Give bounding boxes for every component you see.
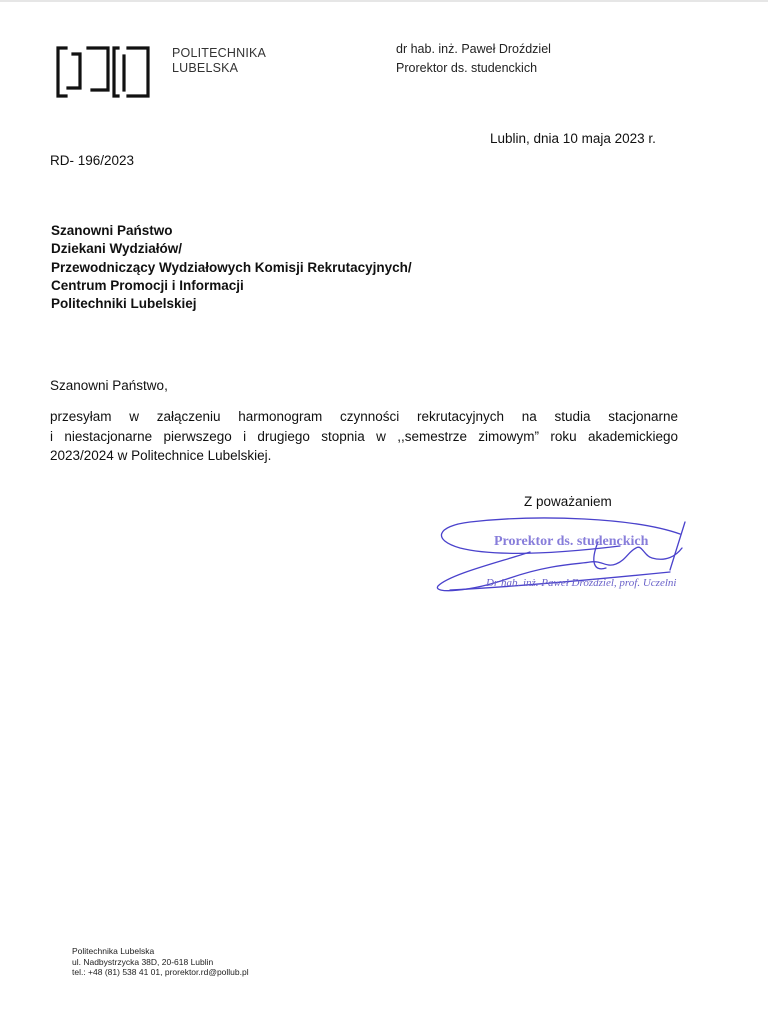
stamp-name: Dr hab. inż. Paweł Droździel, prof. Uczelni [486, 577, 677, 589]
reference-number: RD- 196/2023 [50, 153, 135, 168]
scan-edge-line [0, 0, 768, 2]
stamp-title: Prorektor ds. studenckich [494, 534, 649, 549]
closing-phrase: Z poważaniem [524, 494, 612, 509]
addressee-line: Przewodniczący Wydziałowych Komisji Rekrutacyjnych/ [51, 259, 412, 275]
footer-line: tel.: +48 (81) 538 41 01, prorektor.rd@pollub.pl [72, 967, 249, 977]
footer-contact [72, 946, 249, 978]
addressee-line: Szanowni Państwo [51, 223, 173, 238]
letter-body [50, 407, 678, 466]
salutation: Szanowni Państwo, [50, 378, 168, 393]
university-logo [56, 46, 166, 100]
letter-date: Lublin, dnia 10 maja 2023 r. [490, 131, 656, 146]
university-name [172, 46, 266, 75]
sender-name: dr hab. inż. Paweł Droździel [396, 42, 551, 56]
sender-block [396, 40, 551, 78]
addressee-line: Centrum Promocji i Informacji [51, 277, 244, 293]
university-name-line1: POLITECHNIKA [172, 46, 267, 60]
body-line: i niestacjonarne pierwszego i drugiego stopnia w ,,semestrze zimowym” roku akademickiego [50, 428, 678, 444]
addressee-line: Politechniki Lubelskiej [51, 296, 197, 312]
addressee-block [51, 222, 412, 313]
footer-line: Politechnika Lubelska [72, 946, 155, 956]
university-name-line2: LUBELSKA [172, 60, 239, 75]
body-line: 2023/2024 w Politechnice Lubelskiej. [50, 448, 272, 463]
sender-title: Prorektor ds. studenckich [396, 61, 538, 75]
footer-line: ul. Nadbystrzycka 38D, 20-618 Lublin [72, 956, 214, 967]
body-line: przesyłam w załączeniu harmonogram czynności rekrutacyjnych na studia stacjonarne [50, 409, 678, 424]
handwritten-signature [430, 512, 700, 612]
addressee-line: Dziekani Wydziałów/ [51, 241, 183, 257]
